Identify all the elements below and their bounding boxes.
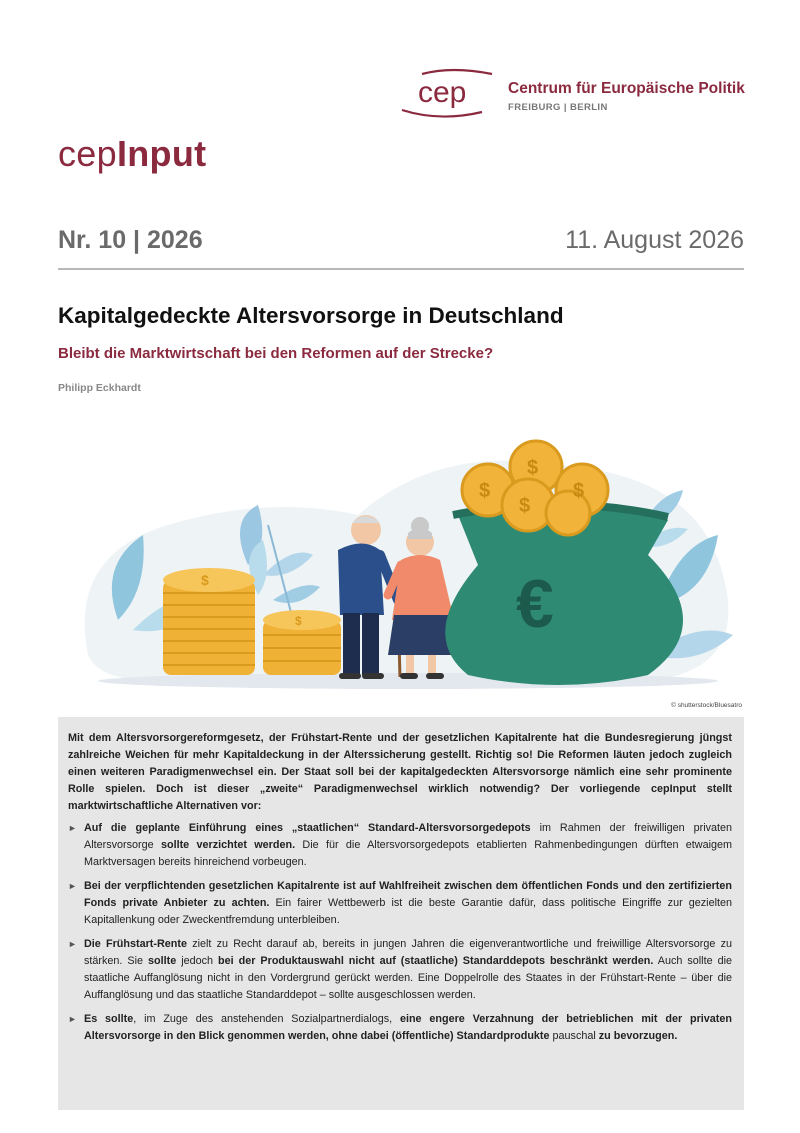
- item-text: , im Zuge des anstehenden Sozialpartnerdialogs,: [133, 1013, 400, 1025]
- item-bold-text: sollte: [148, 955, 177, 967]
- item-bold-text: sollte verzichtet werden.: [160, 839, 296, 851]
- item-text: im Rahmen der freiwilligen privaten Altersvorsorge: [84, 822, 732, 851]
- item-text: pauschal: [549, 1030, 599, 1042]
- item-text: Die für die Altersvorsorgedepots etablierten Rahmenbedingungen dürften etwaigem Marktversagen bereits hinreichend vorbeugen.: [84, 839, 733, 868]
- brand-prefix: cep: [58, 133, 117, 174]
- svg-text:$: $: [527, 457, 539, 479]
- recommendation-list: [68, 820, 732, 1045]
- svg-text:$: $: [573, 480, 585, 502]
- item-text: jedoch: [176, 955, 219, 967]
- item-bold-text: zu bevorzugen.: [598, 1030, 678, 1042]
- summary-intro: Mit dem Altersvorsorgereformgesetz, der Frühstart-Rente und der gesetzlichen Kapitalrente hat die Bundesregierung jüngst zahlreiche Weichen für mehr Kapitaldeckung in der Alterssicherung gestellt. Richtig so! Die Reformen läuten jedoch zugleich einen weiteren Paradigmenwechsel ein. Der Staat soll bei der kapitalgedeckten Altersvorsorge nämlich eine sehr prominente Rolle spielen. Doch ist dieser „zweite“ Paradigmenwechsel wirklich notwendig? Der vorliegende cepInput stellt marktwirtschaftliche Alternativen vor:: [68, 732, 732, 812]
- cep-logo-mark: [400, 68, 510, 120]
- bullet-icon: ►: [68, 1014, 77, 1024]
- item-bold-text: bei der Produktauswahl nicht auf (staatliche) Standarddepots beschränkt werden.: [218, 955, 654, 967]
- euro-symbol: €: [516, 566, 554, 642]
- coin-stack-middle-icon: [263, 610, 341, 675]
- publication-brand: [58, 133, 206, 175]
- list-item: [68, 936, 732, 1004]
- list-item: [68, 1011, 732, 1045]
- item-text: Ein fairer Wettbewerb ist die beste Garantie dafür, dass politische Eingriffe zur gezielten Kapitallenkung oder Zweckentfremdung unterbleiben.: [84, 897, 732, 926]
- item-bold-text: eine engere Verzahnung der betrieblichen mit der privaten Altersvorsorge in den Blick genommen werden, ohne dabei (öffentliche) Standardprodukte: [84, 1013, 733, 1042]
- coin-symbol-left: $: [201, 572, 209, 588]
- svg-text:$: $: [479, 480, 491, 502]
- bullet-icon: ►: [68, 881, 77, 891]
- image-credit: © shutterstock/Bluesatro: [671, 702, 742, 709]
- list-item: [68, 820, 732, 871]
- svg-text:$: $: [519, 495, 531, 517]
- item-text: zielt zu Recht darauf ab, bereits in jungen Jahren die eigenverantwortliche und freiwillige Altersvorsorge zu stärken. Sie: [84, 938, 732, 967]
- issue-number: Nr. 10 | 2026: [58, 226, 203, 254]
- bullet-icon: ►: [68, 939, 77, 949]
- item-bold-text: Es sollte: [84, 1013, 134, 1025]
- summary-box: [58, 717, 744, 1110]
- brand-suffix: Input: [116, 133, 207, 174]
- header-divider: [58, 268, 744, 270]
- org-name: Centrum für Europäische Politik: [508, 80, 745, 97]
- org-locations: FREIBURG | BERLIN: [508, 102, 608, 113]
- item-text: Auch sollte die staatliche Auffanglösung nicht in den Vordergrund gerückt werden. Eine Doppelrolle des Staates in der Frühstart-Rente – über die Auffanglösung und das staatliche Standarddepot – sollte ausgeschlossen werden.: [84, 955, 732, 1001]
- article-title: Kapitalgedeckte Altersvorsorge in Deutschland: [58, 303, 564, 328]
- bullet-icon: ►: [68, 823, 77, 833]
- coin-symbol-middle: $: [295, 614, 302, 628]
- article-author: Philipp Eckhardt: [58, 382, 141, 394]
- article-subtitle: Bleibt die Marktwirtschaft bei den Reformen auf der Strecke?: [58, 345, 494, 362]
- cep-logo[interactable]: [400, 68, 745, 120]
- cover-illustration: [58, 405, 744, 705]
- item-bold-text: Auf die geplante Einführung eines „staatlichen“ Standard-Altersvorsorgedepots: [84, 822, 531, 834]
- logo-text: cep: [418, 76, 467, 109]
- item-bold-text: Die Frühstart-Rente: [84, 938, 187, 950]
- item-bold-text: Bei der verpflichtenden gesetzlichen Kapitalrente ist auf Wahlfreiheit zwischen dem öffentlichen Fonds und den zertifizierten Fonds private Anbieter zu achten.: [84, 880, 732, 909]
- list-item: [68, 878, 732, 929]
- coin-stack-left-icon: [163, 568, 255, 675]
- issue-date: 11. August 2026: [565, 226, 744, 254]
